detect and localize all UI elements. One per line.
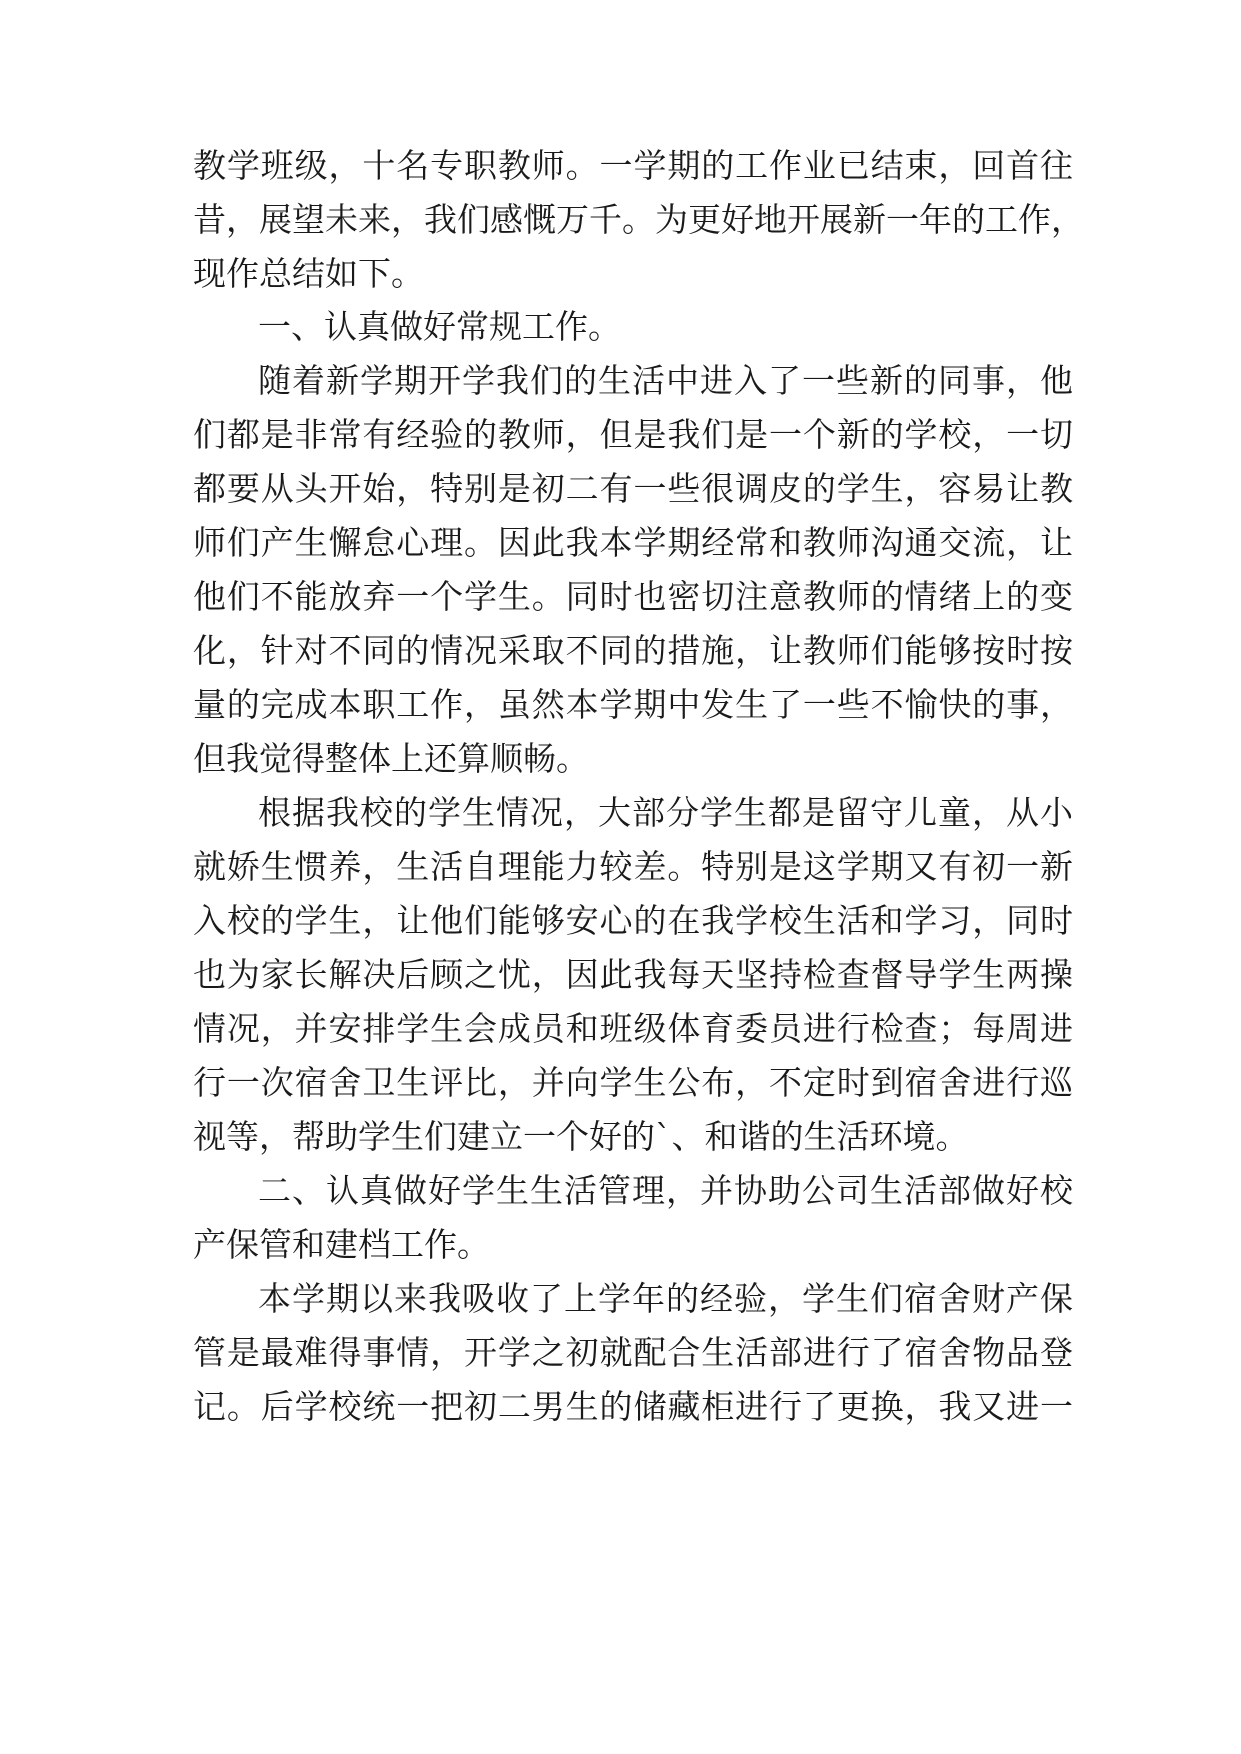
text-line: 昔，展望未来，我们感慨万千。为更好地开展新一年的工作， — [193, 200, 1084, 239]
text-line: 也为家长解决后顾之忧，因此我每天坚持检查督导学生两操 — [193, 955, 1073, 994]
text-line: 记。后学校统一把初二男生的储藏柜进行了更换，我又进一 — [193, 1387, 1073, 1426]
text-line: 但我觉得整体上还算顺畅。 — [193, 739, 589, 778]
text-line: 视等，帮助学生们建立一个好的`、和谐的生活环境。 — [193, 1117, 969, 1156]
text-line: 师们产生懈怠心理。因此我本学期经常和教师沟通交流，让 — [193, 523, 1073, 562]
text-line: 行一次宿舍卫生评比，并向学生公布，不定时到宿舍进行巡 — [193, 1063, 1073, 1102]
text-line: 管是最难得事情，开学之初就配合生活部进行了宿舍物品登 — [193, 1333, 1073, 1372]
text-line: 产保管和建档工作。 — [193, 1225, 490, 1264]
text-line: 根据我校的学生情况，大部分学生都是留守儿童，从小 — [258, 793, 1073, 832]
text-line: 随着新学期开学我们的生活中进入了一些新的同事，他 — [258, 361, 1073, 400]
text-line: 现作总结如下。 — [193, 254, 424, 293]
text-line: 情况，并安排学生会成员和班级体育委员进行检查；每周进 — [193, 1009, 1073, 1048]
text-line: 化，针对不同的情况采取不同的措施，让教师们能够按时按 — [193, 631, 1073, 670]
text-line: 入校的学生，让他们能够安心的在我学校生活和学习，同时 — [193, 901, 1073, 940]
section-heading: 一、认真做好常规工作。 — [258, 307, 621, 346]
text-line: 本学期以来我吸收了上学年的经验，学生们宿舍财产保 — [258, 1279, 1073, 1318]
text-line: 们都是非常有经验的教师，但是我们是一个新的学校，一切 — [193, 415, 1073, 454]
text-line: 他们不能放弃一个学生。同时也密切注意教师的情绪上的变 — [193, 577, 1073, 616]
section-heading: 二、认真做好学生生活管理，并协助公司生活部做好校 — [258, 1171, 1073, 1210]
text-line: 教学班级，十名专职教师。一学期的工作业已结束，回首往 — [193, 146, 1073, 185]
text-line: 量的完成本职工作，虽然本学期中发生了一些不愉快的事， — [193, 685, 1073, 724]
text-line: 都要从头开始，特别是初二有一些很调皮的学生，容易让教 — [193, 469, 1073, 508]
text-line: 就娇生惯养，生活自理能力较差。特别是这学期又有初一新 — [193, 847, 1073, 886]
